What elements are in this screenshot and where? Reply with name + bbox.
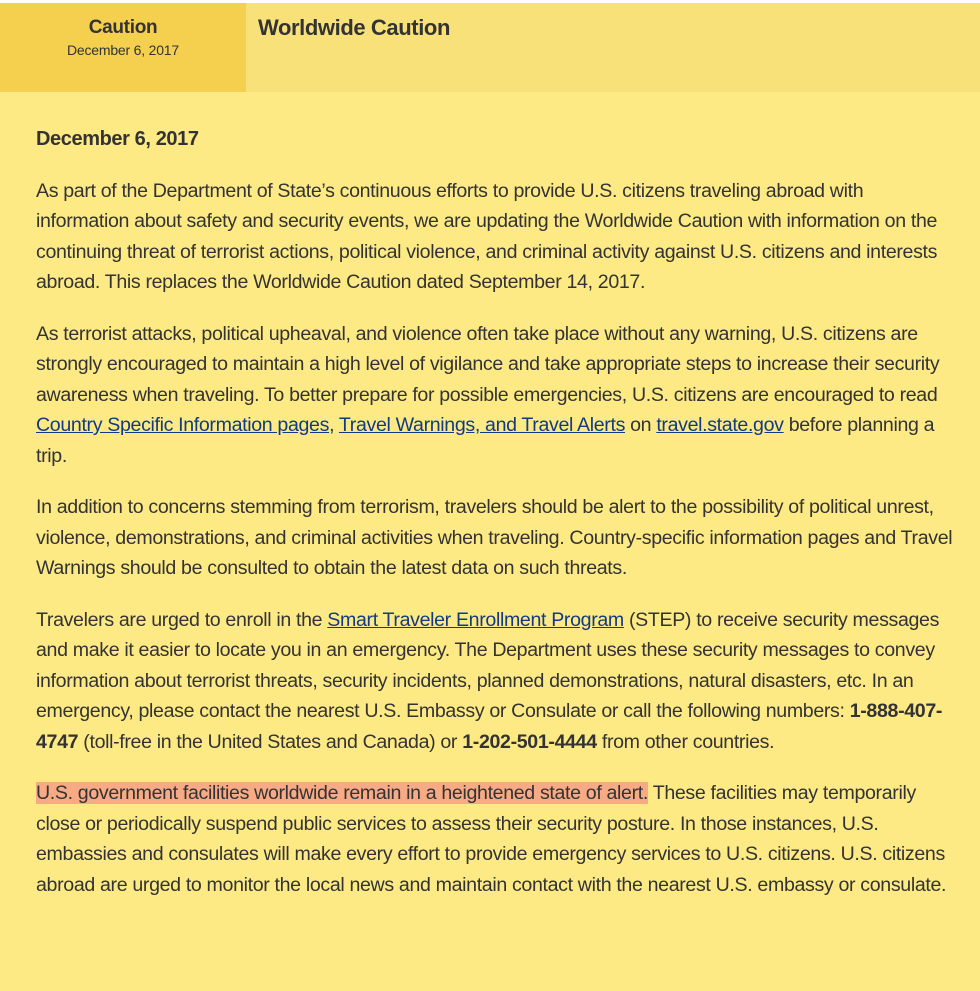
vigilance-text-mid: on <box>625 414 657 436</box>
advisory-level-box <box>0 3 246 92</box>
step-text-after: from other countries. <box>596 730 775 753</box>
vigilance-text-before: As terrorist attacks, political upheaval, and violence often take place without any warning, U.S. citizens are strongly encouraged to maintain a high level of vigilance and take appropriate steps to increase their security awareness when traveling. To better prepare for possible emergencies, U.S. citizens are encouraged to read <box>36 322 940 406</box>
advisory-title: Worldwide Caution <box>258 15 451 40</box>
content-date-heading: December 6, 2017 <box>36 128 199 150</box>
advisory-level-date: December 6, 2017 <box>67 42 179 58</box>
travel-state-gov-link[interactable]: travel.state.gov <box>656 414 784 436</box>
vigilance-text-after: before planning a trip. <box>36 414 935 467</box>
paragraph-vigilance <box>36 319 956 472</box>
travel-warnings-link[interactable]: Travel Warnings, and Travel Alerts <box>338 414 626 436</box>
advisory-content <box>36 124 956 921</box>
advisory-header <box>0 3 980 92</box>
step-text-before: Travelers are urged to enroll in the <box>36 608 328 631</box>
facilities-text-after: These facilities may temporarily close or periodically suspend public services to assess their security posture. In those instances, U.S. embassies and consulates will make every effort to provide emergency services to U.S. citizens. U.S. citizens abroad are urged to monitor the local news and maintain contact with the nearest U.S. embassy or consulate. <box>36 782 947 896</box>
step-text-mid: (STEP) to receive security messages and make it easier to locate you in an emergency. The Department uses these security messages to convey information about terrorist threats, security incidents, planned demonstrations, natural disasters, etc. In an emergency, please contact the nearest U.S. Embassy or Consulate or call the following numbers: <box>36 608 940 722</box>
smart-traveler-enrollment-link[interactable]: Smart Traveler Enrollment Program <box>327 608 624 631</box>
paragraph-intro: As part of the Department of State’s continuous efforts to provide U.S. citizens traveling abroad with information about safety and security events, we are updating the Worldwide Caution with information on the continuing threat of terrorist actions, political violence, and criminal activity against U.S. citizens and interests abroad. This replaces the Worldwide Caution dated September 14, 2017. <box>36 179 938 293</box>
paragraph-step <box>36 605 956 758</box>
step-text-mid2: (toll-free in the United States and Canada) or <box>78 730 463 753</box>
paragraph-concerns: In addition to concerns stemming from terrorism, travelers should be alert to the possibility of political unrest, violence, demonstrations, and criminal activities when traveling. Country-specific information pages and Travel Warnings should be consulted to obtain the latest data on such threats. <box>36 496 953 579</box>
link-separator: , <box>329 414 339 436</box>
highlighted-alert-text: U.S. government facilities worldwide remain in a heightened state of alert. <box>36 782 648 804</box>
advisory-level-label: Caution <box>88 17 158 38</box>
phone-toll-free: 1-888-407-4747 <box>36 700 943 753</box>
paragraph-facilities <box>36 778 956 900</box>
phone-international: 1-202-501-4444 <box>462 730 597 753</box>
country-specific-info-link[interactable]: Country Specific Information pages <box>36 414 330 436</box>
